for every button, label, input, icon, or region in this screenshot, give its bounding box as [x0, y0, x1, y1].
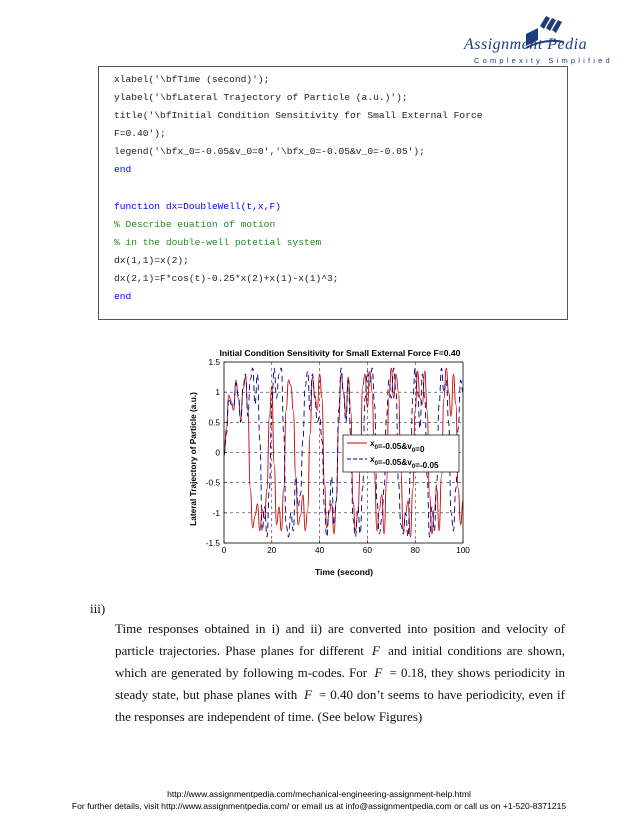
legend-label-part: =-0.05&v [377, 458, 412, 467]
section-paragraph [115, 618, 565, 728]
legend-label-part: x [370, 439, 375, 448]
code-listing [98, 66, 568, 320]
legend-label-part: =0 [415, 445, 425, 454]
y-tick-label: -1 [212, 507, 220, 518]
legend-label-part: 0 [411, 448, 416, 454]
code-line: legend('\bfx_0=-0.05&v_0=0','\bfx_0=-0.05&v_0=-0.05'); [114, 146, 425, 158]
legend-label-part: =-0.05 [415, 461, 439, 470]
y-tick-label: 0 [215, 447, 220, 458]
chart-ylabel: Lateral Trajectory of Particle (a.u.) [188, 392, 198, 526]
code-line: % Describe euation of motion [114, 218, 276, 230]
paragraph-text: = 0.40 [315, 687, 353, 702]
code-line: title('\bfInitial Condition Sensitivity for Small External Force [114, 110, 483, 122]
y-tick-label: 1.5 [208, 357, 220, 367]
code-line: ylabel('\bfLateral Trajectory of Particle (a.u.)'); [114, 92, 408, 104]
paragraph-text: and initial conditions are shown, which are generated by following m-codes. For [115, 643, 565, 680]
logo-name: Assignment Pedia [464, 36, 588, 53]
chart-xlabel: Time (second) [314, 567, 374, 577]
math-variable: F [372, 643, 380, 658]
legend-label-part: 0 [374, 445, 378, 451]
section-label: iii) [90, 601, 106, 616]
y-tick-label: -1.5 [205, 538, 220, 548]
code-line [114, 180, 567, 198]
paragraph-text: , they shows periodicity in steady state, but phase planes with [115, 665, 565, 702]
code-line: F=0.40'); [114, 128, 166, 140]
code-line: dx(1,1)=x(2); [114, 254, 189, 266]
math-variable: F [374, 665, 383, 680]
y-tick-label: 1 [215, 387, 220, 398]
chart-title: Initial Condition Sensitivity for Small External Force F=0.40 [219, 348, 461, 358]
code-line: xlabel('\bfTime (second)'); [114, 74, 270, 85]
x-tick-label: 20 [267, 545, 277, 555]
paragraph-text: don’t seems to have periodicity, even if the responses are independent of time. (See below Figures) [115, 687, 565, 724]
x-tick-label: 60 [362, 545, 373, 555]
code-line: end [114, 291, 132, 303]
x-tick-label: 40 [314, 545, 325, 555]
paragraph-text: Time responses obtained in i) and ii) are converted into position and velocity of particle trajectories. Phase planes for different [115, 621, 565, 658]
x-tick-label: 0 [221, 545, 227, 555]
x-tick-label: 80 [410, 545, 420, 555]
y-tick-label: 0.5 [208, 417, 220, 428]
footer-url[interactable]: http://www.assignmentpedia.com/mechanical-engineering-assignment-help.html [167, 789, 471, 799]
code-line: % in the double-well potetial system [114, 236, 322, 248]
x-tick-label: 100 [456, 545, 470, 555]
legend-label-part: x [370, 455, 375, 464]
logo-tagline: Complexity Simplified [474, 56, 613, 65]
code-line: function dx=DoubleWell(t,x,F) [114, 200, 281, 212]
paragraph-text: = 0.18 [385, 665, 424, 680]
legend-label-part: 0 [374, 461, 378, 467]
legend-label-part: 0 [411, 464, 416, 470]
code-line: end [114, 164, 132, 176]
footer-contact: For further details, visit http://www.assignmentpedia.com/ or email us at info@assignmentpedia.com or call us on +1-520-8371215 [71, 801, 567, 811]
code-line: dx(2,1)=F*cos(t)-0.25*x(2)+x(1)-x(1)^3; [114, 273, 339, 285]
y-tick-label: -0.5 [205, 477, 220, 488]
math-variable: F [304, 687, 313, 702]
trajectory-chart [180, 345, 480, 585]
legend-label-part: =-0.05&v [377, 442, 412, 451]
